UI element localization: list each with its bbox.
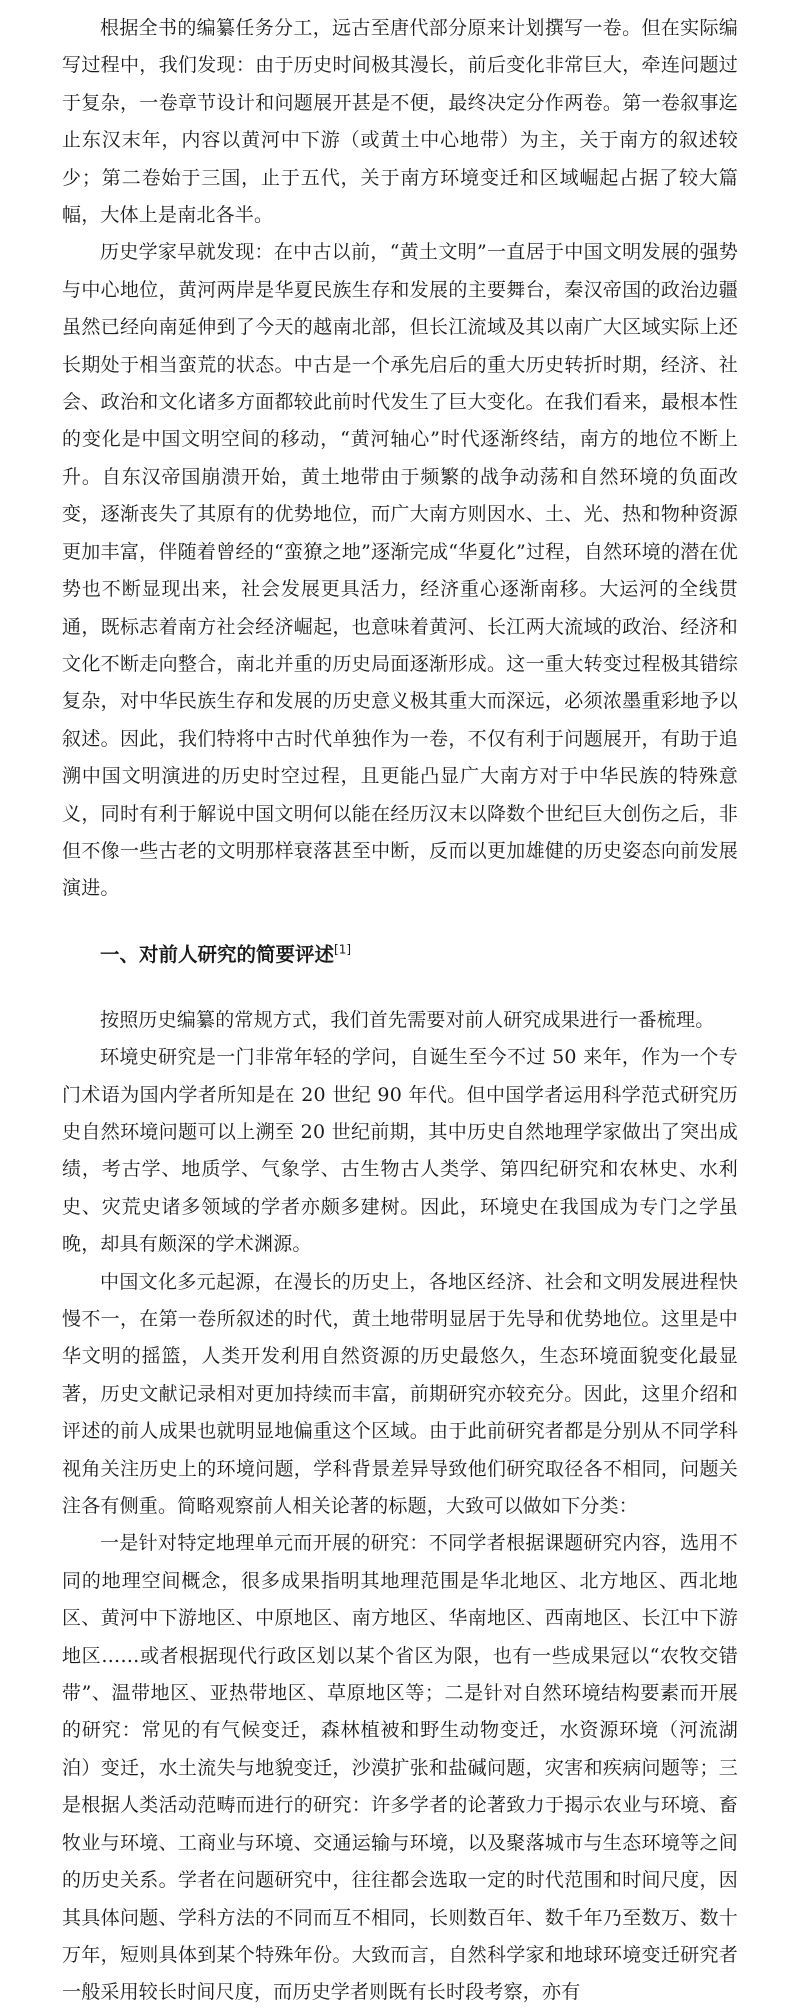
paragraph: 中国文化多元起源，在漫长的历史上，各地区经济、社会和文明发展进程快慢不一，在第一卷所叙述的时代，黄土地带明显居于先导和优势地位。这里是中华文明的摇篮，人类开发利用自然资源的历史最悠久，生态环境面貌变化最显著，历史文献记录相对更加持续而丰富，前期研究亦较充分。因此，这里介绍和评述的前人成果也就明显地偏重这个区域。由于此前研究者都是分别从不同学科视角关注历史上的环境问题，学科背景差异导致他们研究取径各不相同，问题关注各有侧重。简略观察前人相关论著的标题，大致可以做如下分类： xyxy=(62,1270,738,1518)
section-heading-text: 一、对前人研究的简要评述 xyxy=(100,942,335,966)
paragraph: 按照历史编纂的常规方式，我们首先需要对前人研究成果进行一番梳理。 xyxy=(100,1008,715,1031)
section-heading xyxy=(62,936,738,974)
paragraph: 历史学家早就发现：在中古以前，“黄土文明”一直居于中国文明发展的强势与中心地位，黄河两岸是华夏民族生存和发展的主要舞台，秦汉帝国的政治边疆虽然已经向南延伸到了今天的越南北部，但长江流域及其以南广大区域实际上还长期处于相当蛮荒的状态。中古是一个承先启后的重大历史转折时期，经济、社会、政治和文化诸多方面都较此前时代发生了巨大变化。在我们看来，最根本性的变化是中国文明空间的移动，“黄河轴心”时代逐渐终结，南方的地位不断上升。自东汉帝国崩溃开始，黄土地带由于频繁的战争动荡和自然环境的负面改变，逐渐丧失了其原有的优势地位，而广大南方则因水、土、光、热和物种资源更加丰富，伴随着曾经的“蛮獠之地”逐渐完成“华夏化”过程，自然环境的潜在优势也不断显现出来，社会发展更具活力，经济重心逐渐南移。大运河的全线贯通，既标志着南方社会经济崛起，也意味着黄河、长江两大流域的政治、经济和文化不断走向整合，南北并重的历史局面逐渐形成。这一重大转变过程极其错综复杂，对中华民族生存和发展的历史意义极其重大而深远，必须浓墨重彩地予以叙述。因此，我们特将中古时代单独作为一卷，不仅有利于问题展开，有助于追溯中国文明演进的历史时空过程，且更能凸显广大南方对于中华民族的特殊意义，同时有利于解说中国文明何以能在经历汉末以降数个世纪巨大创伤之后，非但不像一些古老的文明那样衰落甚至中断，反而以更加雄健的历史姿态向前发展演进。 xyxy=(62,241,738,900)
paragraph: 一是针对特定地理单元而开展的研究：不同学者根据课题研究内容，选用不同的地理空间概念，很多成果指明其地理范围是华北地区、北方地区、西北地区、黄河中下游地区、中原地区、南方地区、华南地区、西南地区、长江中下游地区……或者根据现代行政区划以某个省区为限，也有一些成果冠以“农牧交错带”、温带地区、亚热带地区、草原地区等；二是针对自然环境结构要素而开展的研究：常见的有气候变迁，森林植被和野生动物变迁，水资源环境（河流湖泊）变迁，水土流失与地貌变迁，沙漠扩张和盐碱问题，灾害和疾病问题等；三是根据人类活动范畴而进行的研究：许多学者的论著致力于揭示农业与环境、畜牧业与环境、工商业与环境、交通运输与环境，以及聚落城市与生态环境等之间的历史关系。学者在问题研究中，往往都会选取一定的时代范围和时间尺度，因其具体问题、学科方法的不同而互不相同，长则数百年、数千年乃至数万、数十万年，短则具体到某个特殊年份。大致而言，自然科学家和地球环境变迁研究者一般采用较长时间尺度，而历史学者则既有长时段考察，亦有 xyxy=(62,1532,738,2004)
paragraph: 环境史研究是一门非常年轻的学问，自诞生至今不过 50 来年，作为一个专门术语为国内学者所知是在 20 世纪 90 年代。但中国学者运用科学范式研究历史自然环境问题可以上溯至 20 世纪前期，其中历史自然地理学家做出了突出成绩，考古学、地质学、气象学、古生物古人类学、第四纪研究和农林史、水利史、灾荒史诸多领域的学者亦颇多建树。因此，环境史在我国成为专门之学虽晚，却具有颇深的学术渊源。 xyxy=(62,1046,738,1256)
paragraph: 根据全书的编纂任务分工，远古至唐代部分原来计划撰写一卷。但在实际编写过程中，我们发现：由于历史时间极其漫长，前后变化非常巨大，牵连问题过于复杂，一卷章节设计和问题展开甚是不便，最终决定分作两卷。第一卷叙事迄止东汉末年，内容以黄河中下游（或黄土中心地带）为主，关于南方的叙述较少；第二卷始于三国，止于五代，关于南方环境变迁和区域崛起占据了较大篇幅，大体上是南北各半。 xyxy=(62,17,738,227)
footnote-marker[interactable]: [1] xyxy=(334,942,352,957)
